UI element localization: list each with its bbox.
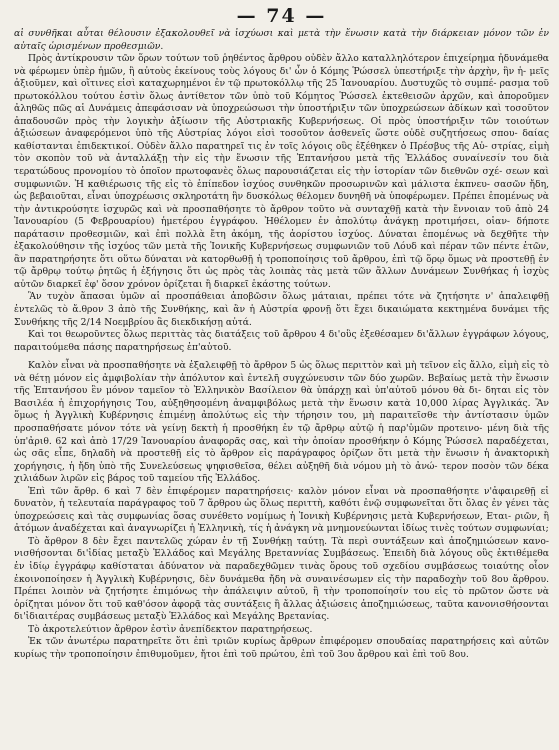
text-line: ἐντελῶς τὸ ἄ.θρον 3 ἀπὸ τῆς Συνθήκης, καὶ ἂν ἡ Αὐστρία φρονῇ ὅτι ἔχει δικαιώματα κεκτημένα δυνάμει [14,304,529,316]
paragraph-p8 [14,624,549,637]
text-line: εἰς τὸ νὰ θέτῃ μόνον εἰς ἀμφιβολίαν τὴν ἀπόλυτον καὶ ἐντελῆ συγχώνευσιν τῶν δύο χωρῶν. Βεβαίως μετὰ [14,360,550,384]
text-line: Τὸ ἀκροτελεύτιον ἄρθρον ἐστὶν ἀνεπίδεκτον παρατηρήσεως. [28,623,313,635]
text-line: τὴν ἐξακολούθησιν τῆς ἰσχύος τῶν μετὰ τῆς Ἰονικῆς Κυβερνήσεως συμφωνιῶν τοῦ Λόυδ καὶ πέραν τῶν πέντε [14,228,550,253]
text-line: ἑπομένως νὰ τὴν ἀντικρούσητε ἰσχυρῶς καὶ νὰ προσπαθήσητε τὸ ἄρθρον τοῦτο νὰ συνταχθῇ κατὰ τὴν ἔννοιαν [14,191,549,215]
text-line: Ἐκ τῶν ἀνωτέρω παρατηρεῖτε ὅτι ἐπὶ τριῶν κυρίως ἄρθρων ἐπιφέρομεν σπουδαίας παρατηρήσεις καὶ αὐτῶν [28,636,549,648]
text-line: μεῖς ἀξιοῦμεν, καὶ οἵτινες εἰσὶ καταχωρημένοι ἐν τῷ πρωτοκόλλῳ τῆς 25 Ἰανουαρίου. Δυστυχῶς τὸ συμπέ- [14,65,549,90]
text-line: τερον ποσὸν τῶν δέκα χιλιάδων λιρῶν εἰς βάρος τοῦ ταμείου τῆς Ἑλλάδος. [14,460,549,485]
paragraph-p1 [14,28,549,53]
text-line: μένη διὰ τῆς ὑπ'ἀριθ. 62 καὶ ἀπὸ 17/29 Ἰανουαρίου ἀναφορᾶς σας, καὶ τὴν ὁποίαν προσθήκην ὁ Κόμης [14,422,549,447]
paragraph-p9 [14,636,549,661]
text-line: ἀποροῦμεν ἀληθῶς πῶς αἱ Δυνάμεις ἀπεφάσισαν νὰ ὑποχρεώσωσι τὴν ὑποστήριξιν τῶν ὑποχρεώσεων ἀδίκων καὶ [14,90,549,115]
text-line: τὴν ἕνωσιν τῆς Ἑπτανήσου ἓν μόνον ταμεῖον τὸ Ἑλληνικὸν Βασίλειον θὰ ὑπάρχῃ καὶ ὑπ'αὐτοῦ μόνου θὰ δι- [14,372,550,397]
text-line: αἱ συνθῆκαι αὗται θέλουσιν ἐξακολουθεῖ νὰ ἰσχύωσι καὶ μετὰ τὴν ἕνωσιν κατὰ τὴν διάρκειαν μόνον τῶν ἐν [14,28,549,39]
text-line: δαίας καθίστανται ἐπιδεκτικοί. Οὐδὲν ἄλλο παρατηρεῖ τις ἐν τοῖς λόγοις οὓς ἐξέθηκεν ὁ Πρέσβυς τῆς Αὐ- [14,128,550,152]
paragraph-p5 [14,360,549,485]
document-body [14,28,549,661]
paragraph-p4 [14,329,549,354]
text-line: του διὰ τερατώδους προνομίου τὸ ὁποῖον πρωτοφανὲς ὅλως παρουσιάζεται εἰς τὴν ἱστορίαν τῶν διεθνῶν σχέ- [14,153,549,178]
text-line: ἐκοινοποίησεν ἡ Ἀγγλικὴ Κυβέρνησις, δὲν δυνάμεθα ἤδη νὰ συναινέσωμεν εἰς τὴν παραδοχὴν τοῦ 8ου ἄρθρου. [14,573,549,585]
text-line: δήποτε παράτασιν προθεσμιῶν, καὶ ἐπὶ πολλὰ ἔτη ἀκόμη, τῆς ἀορίστου ἰσχύος. Δύναται ἑπομένως νὰ δεχθῆτε [14,216,549,240]
text-line: λόγους, παραιτούμεθα πάσης παρατηρήσεως ἐπ'αὐτοῦ. [14,329,549,353]
text-line: σασῶν ἤδη, ὡς βεβαιοῦται, εἶναι ὑποχρέωσις σκληροτάτη ἣν δυσκόλως θέλομεν δυνηθῆ νὰ ὑποφέρωμεν. Πρέπει [14,178,549,203]
text-line: ἐν ἰδίῳ ἐγγράφῳ καθίσταται ἀδύνατον νὰ παραδεχθῶμεν τινὰς ὅρους τοῦ σχεδίου συμβάσεως τοιαύτης οἷον [14,560,549,572]
text-line: Τὸ ἄρθρον 8 δὲν ἔχει παντελῶς χώραν ἐν τῇ Συνθήκῃ ταύτῃ. Τὰ περὶ συντάξεων καὶ ἀποζημιώσεων κανο- [28,535,549,547]
text-line: τὰς ὑποχρεώσεις καὶ τὰς συμφωνίας ὅσας συνέθετο νομίμως ἡ Ἰονικὴ Κυβέρνησις μετὰ Κυβερνήσεων, Εται- [14,498,550,522]
text-line: τοῦ ἀπὸ 24 Ἰανουαρίου (5 Φεβρουαρίου) ἡμετέρου ἐγγράφου. Ἠθέλομεν ἐν ἀπολύτῳ ἀνάγκῃ προτιμήσει, οἱαν- [14,203,549,228]
text-line: Πρέπει λοιπὸν νὰ ζητήσητε ἐπιμόνως τὴν ἀπάλειψιν αὐτοῦ, ἢ τὴν τροποποίησίν του εἰς τὸ πρῶτον ὥστε νὰ [14,586,549,598]
text-line: δυνατὸν, ἡ τελευταία παράγραφος τοῦ 7 ἄρθρου ὡς ὅλως περιττὴ, καθότι ἐνῷ συμφωνεῖται ὅτι ὅλας ἐν γένει [14,498,530,510]
text-line: σεων καὶ συμφωνιῶν. Ἡ καθιέρωσις τῆς εἰς τὸ ἑπίπεδον ἰσχύος συνθηκῶν προσωρινῶν καὶ μάλιστα ἐκπνευ- [14,166,550,190]
text-line: Ἐπὶ τῶν ἄρθρ. 6 καὶ 7 δὲν ἐπιφέρομεν παρατηρήσεις· καλὸν μόνον εἶναι νὰ προσπαθήσητε ν'ἀφαιρεθῇ εἰ [28,485,549,497]
text-line: ἀντίστασιν ὑμῶν προσπαθήσατε μόνον τότε νὰ γείνῃ δεκτὴ ἡ προσθήκη ἐν τῷ ἄρθρῳ αὐτῷ ἡ παρ'ὑμῶν προτεινο- [14,410,550,434]
text-line: νὰ φέρωμεν ὑπὲρ ἡμῶν, ἢ αὐτοὺς ἐκείνους τοὺς λόγους δι' ὧν ὁ Κόμης Ῥώσσελ ὑπεστήριξε τὴν ἀρχὴν, ἣν ἡ- [14,65,527,77]
text-line: τοιούτων ἀξιώσεων ἀναφερόμενοι ὑπὸ τῆς Αὐστρίας λόγοι εἰσὶ τοσοῦτον ἀσθενεῖς ὥστε οὐδὲ συζητήσεως σπου- [14,115,550,140]
text-line: ρασμα τοῦ πρωτοκόλλου τούτου ἐστὶν ὅλως ἀντίθετον τῶν ὑπὸ τοῦ Κόμητος Ῥώσσελ ἐκτεθεισῶν ἀρχῶν, καὶ [14,78,550,102]
text-line: συμφωνίαι; [494,523,549,535]
text-line: νισθήσονται δι'ἰδίας μεταξὺ Ἑλλάδος καὶ Μεγάλης Βρεταννίας Συμβάσεως. Ἐπειδὴ διὰ λόγους οὓς ἐκτιθέμεθα [14,548,549,560]
text-line: Ῥώσσελ παραδέχεται, ὡς σᾶς εἶπε, δηλαδὴ νὰ προστεθῇ εἰς τὸ ἄρθρον εἰς παράγραφος ὁρίζων ὅτι μετὰ τὴν [14,435,550,460]
page-number: — 74 — [236,5,327,27]
text-line: Πρὸς ἀντίκρουσιν τῶν ὅρων τούτων τοῦ ῥηθέντος ἄρθρου οὐδὲν ἄλλο καταλληλότερον ἐπιχείρημα ἠδυνάμεθα [28,53,549,65]
paragraph-p6 [14,486,549,536]
paragraph-p3 [14,291,549,329]
text-line: ἕνωσιν ἡ ἀνακτορικὴ χορήγησις, ἡ ἤδη ὑπὸ τῆς Συνελεύσεως ψηφισθεῖσα, θέλει αὐξηθῆ διὰ νόμου μὴ τὸ ἀνώ- [14,448,549,472]
text-line: δηται εἰς τὸν Βασιλέα ἡ ἐπιχορήγησις Του, αὐξηθησομένη ἀναμφιβόλως μετὰ τὴν ἕνωσιν κατὰ 10,000 [14,385,549,409]
text-line: τῆς Συνθήκης τῆς 2/14 Νοεμβρίου ἂς διεκδικήσῃ αὐτά. [14,304,549,328]
text-line: Καλὸν εἶναι νὰ προσπαθήσητε νὰ ἐξαλειφθῇ τὸ ἄρθρον 5 ὡς ὅλως περιττὸν καὶ μὴ τεῖνον εἰς ἄλλο, εἰμὴ [28,360,519,372]
text-line: αὐταῖς ὡρισμένων προθεσμιῶν. [14,40,164,52]
text-line: προστεθῇ ἐν τῷ ἄρθρῳ τούτῳ ῥητῶς ἡ ἐξήγησις ὅτι ὡς πρὸς τὰς λοιπὰς τὰς μετὰ τῶν ἄλλων Δυνάμεων [14,253,549,278]
text-line: Συνθήκας ἡ ἰσχὺς αὐτῶν διαρκεῖ ἐφ' ὅσον χρόνον ὁρίζεται ἢ διαρκεῖ ἑκάστης τούτων. [14,266,550,290]
text-line: τοσοῦτον ἀπαδουσῶν πρὸς τὴν λογικὴν ἀξίωσιν τῆς Αὐστριακῆς Κυβερνήσεως. Οἱ πρὸς ὑποστήριξιν τῶν [14,103,549,127]
text-line: στρίας, εἰμὴ τὸν σκοπὸν τοῦ νὰ ἀνταλλάξῃ τὴν εἰς τὴν ἕνωσιν τῆς Ἑπτανήσου μετὰ τῆς Ἑλλάδος συναίνεσίν [14,140,550,165]
text-line: ἐτῶν, ἂν παρατηρήσητε ὅτι οὕτω δύναται νὰ κατορθωθῇ ἡ τροποποίησις τοῦ ἄρθρου, ἐπὶ τῷ ὅρῳ ὅμως νὰ [14,241,549,265]
text-line: Ἂν τυχὸν ἅπασαι ὑμῶν αἱ προσπάθειαι ἀποβῶσιν ὅλως μάταιαι, πρέπει τότε νὰ ζητήσητε ν' ἀπαλειφθῇ [28,291,549,303]
text-line: ὁρίζηται μόνον ὅτι τοῦ καθ'όσον ἀφορᾷ τὰς συντάξεις ἢ ἄλλας ἀξιώσεις ἀποζημιώσεως, ταῦτα κανονισθήσονται [14,598,549,610]
paragraph-p7 [14,536,549,624]
text-line: κυρίως τὴν τροποποίησιν ἐπιθυμοῦμεν, ἤτοι ἐπὶ τοῦ πρώτου, ἐπὶ τοῦ 3ου ἄρθρου καὶ ἐπὶ τοῦ 8ου. [14,648,469,660]
text-line: δι'ἰδιαιτέρας συμβάσεως μεταξὺ Ἑλλάδος καὶ Μεγάλης Βρετανίας. [14,611,330,623]
text-line: ριῶν, ἢ ἀτόμων ἀναδέχεται καὶ ἀναγνωρίζει ἡ Ἑλληνικὴ, τίς ἡ ἀνάγκη νὰ μνημονεύωνται ἰδίως τινὲς τούτων [14,510,550,535]
paragraph-p2 [14,53,549,291]
text-line: Καὶ τοι θεωροῦντες ὅλως περιττὰς τὰς διατάξεις τοῦ ἄρθρου 4 δι'οὓς ἐξεθέσαμεν δι'ἄλλων ἐγγράφων [28,329,510,341]
text-line: λίρας Ἀγγλικάς. Ἂν ὅμως ἡ Ἀγγλικὴ Κυβέρνησις ἐπιμένῃ ἀπολύτως εἰς τὴν τήρησιν του, μὴ παραιτεῖσθε τὴν [14,397,549,422]
